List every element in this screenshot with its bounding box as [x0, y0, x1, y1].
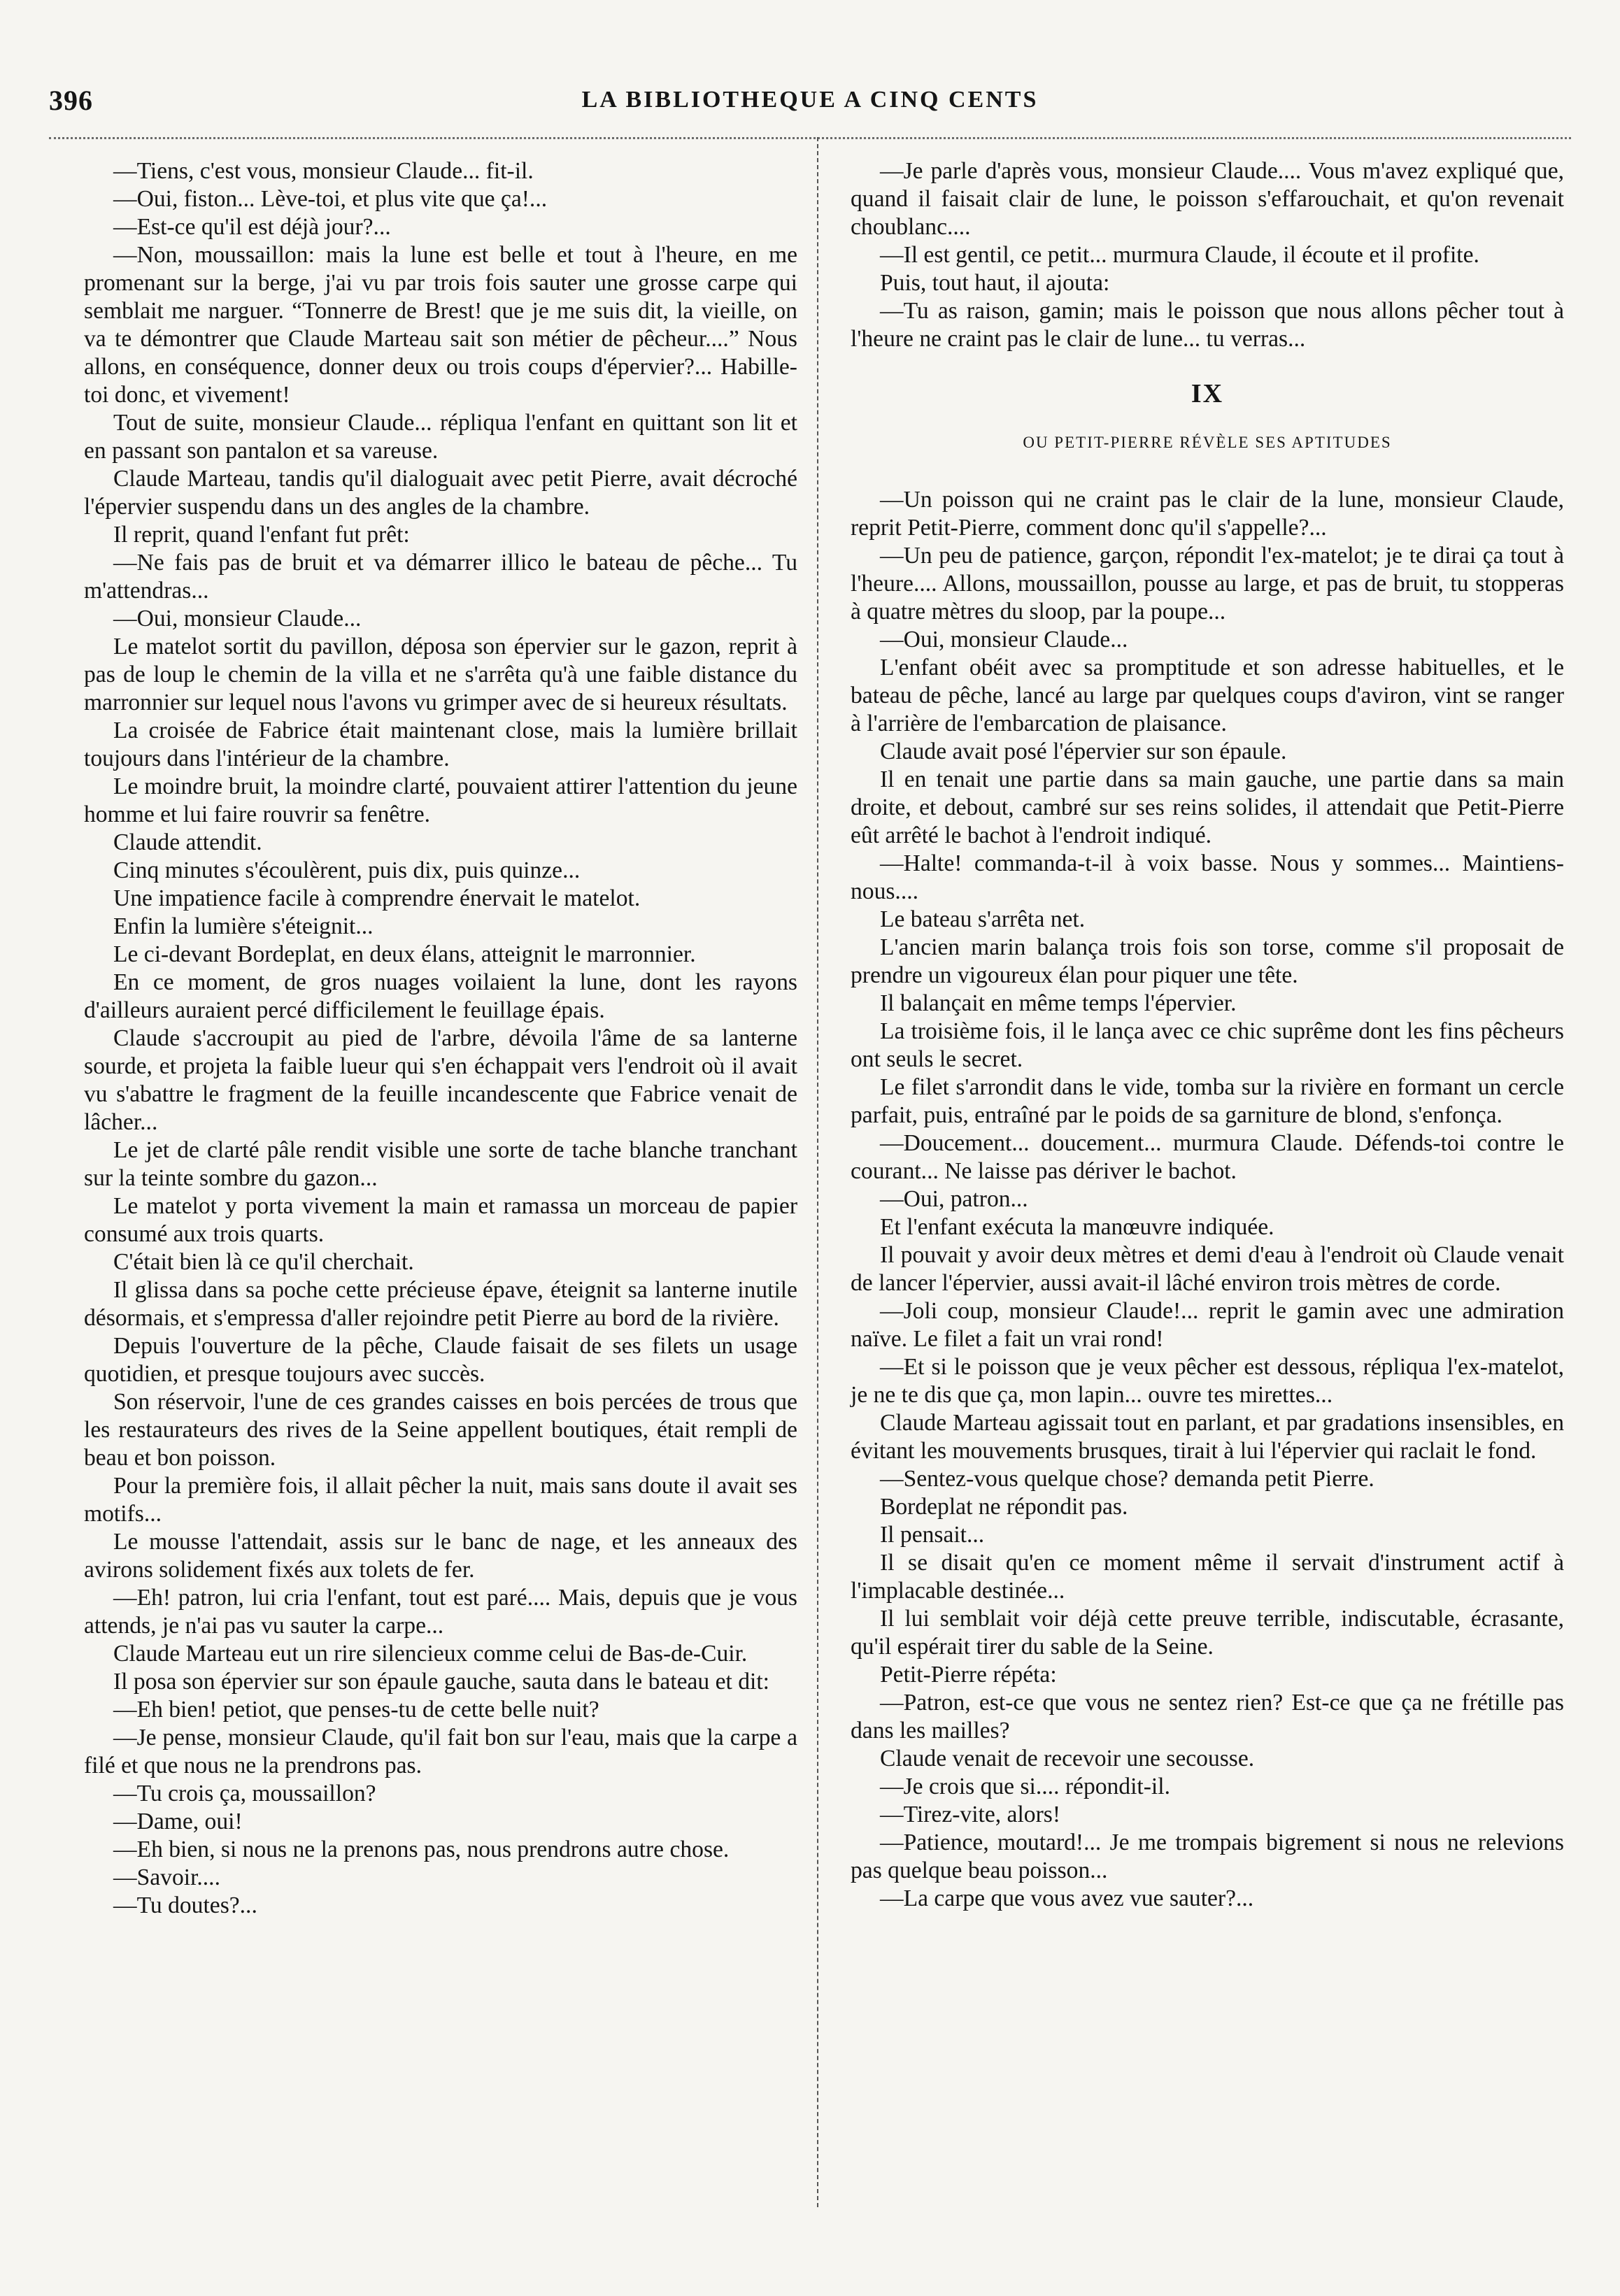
paragraph: —Non, moussaillon: mais la lune est belle et tout à l'heure, en me promenant sur la berge, j'ai vu par trois fois sauter une grosse carpe qui semblait me narguer. “Tonnerre de Brest! que je me suis dit, la vieille, on va te démontrer que Claude Marteau sait son métier de pêcheur....” Nous allons, en conséquence, donner deux ou trois coups d'épervier?... Habille-toi donc, et vivement! [84, 242, 797, 408]
paragraph: Petit-Pierre répéta: [880, 1662, 1057, 1688]
right-column-top-text [851, 157, 1564, 353]
paragraph: Claude avait posé l'épervier sur son épaule. [880, 739, 1287, 764]
paragraph: —Un poisson qui ne craint pas le clair de la lune, monsieur Claude, reprit Petit-Pierre, comment donc qu'il s'appelle?... [851, 487, 1564, 541]
paragraph: —Eh bien, si nous ne la prenons pas, nous prendrons autre chose. [113, 1837, 730, 1862]
paragraph: Il en tenait une partie dans sa main gauche, une partie dans sa main droite, et debout, cambré sur ses reins solides, il attendait que Petit-Pierre eût arrêté le bachot à l'endroit indiqué. [851, 766, 1564, 848]
page-header [49, 84, 1571, 133]
paragraph: Claude venait de recevoir une secousse. [880, 1746, 1255, 1771]
paragraph: L'ancien marin balança trois fois son torse, comme s'il proposait de prendre un vigoureux élan pour piquer une tête. [851, 934, 1564, 988]
paragraph: —Tirez-vite, alors! [880, 1802, 1061, 1827]
paragraph: Le matelot sortit du pavillon, déposa son épervier sur le gazon, reprit à pas de loup le chemin de la villa et ne s'arrêta qu'à une faible distance du marronnier sur lequel nous l'avons vu grimper avec de si heureux résultats. [84, 634, 797, 715]
paragraph: Et l'enfant exécuta la manœuvre indiquée. [880, 1214, 1274, 1240]
paragraph: Tout de suite, monsieur Claude... répliqua l'enfant en quittant son lit et en passant son pantalon et sa vareuse. [84, 410, 797, 464]
paragraph: Claude Marteau, tandis qu'il dialoguait avec petit Pierre, avait décroché l'épervier suspendu dans un des angles de la chambre. [84, 466, 797, 520]
paragraph: La croisée de Fabrice était maintenant close, mais la lumière brillait toujours dans l'intérieur de la chambre. [84, 718, 797, 771]
paragraph: —Oui, patron... [880, 1186, 1028, 1212]
paragraph: —Dame, oui! [113, 1809, 243, 1834]
paragraph: Il posa son épervier sur son épaule gauche, sauta dans le bateau et dit: [113, 1669, 769, 1695]
paragraph: —Ne fais pas de bruit et va démarrer illico le bateau de pêche... Tu m'attendras... [84, 550, 797, 604]
paragraph: —Tu as raison, gamin; mais le poisson que nous allons pêcher tout à l'heure ne craint pas le clair de lune... tu verras... [851, 298, 1564, 352]
paragraph: Le ci-devant Bordeplat, en deux élans, atteignit le marronnier. [113, 941, 696, 967]
paragraph: —Patron, est-ce que vous ne sentez rien? Est-ce que ça ne frétille pas dans les mailles? [851, 1690, 1564, 1744]
paragraph: Claude attendit. [113, 829, 262, 855]
chapter-number: IX [1191, 379, 1224, 408]
paragraph: Il glissa dans sa poche cette précieuse épave, éteignit sa lanterne inutile désormais, et s'empressa d'aller rejoindre petit Pierre au bord de la rivière. [84, 1277, 797, 1331]
paragraph: —Patience, moutard!... Je me trompais bigrement si nous ne relevions pas quelque beau poisson... [851, 1830, 1564, 1883]
paragraph: Depuis l'ouverture de la pêche, Claude faisait de ses filets un usage quotidien, et presque toujours avec succès. [84, 1333, 797, 1387]
paragraph: Puis, tout haut, il ajouta: [880, 270, 1110, 296]
paragraph: Le bateau s'arrêta net. [880, 906, 1086, 932]
paragraph: —Oui, fiston... Lève-toi, et plus vite que ça!... [113, 186, 548, 212]
paragraph: Bordeplat ne répondit pas. [880, 1494, 1128, 1520]
paragraph: Il reprit, quand l'enfant fut prêt: [113, 522, 410, 548]
page-number: 396 [49, 85, 93, 116]
paragraph: Il pensait... [880, 1522, 985, 1548]
paragraph: —Tiens, c'est vous, monsieur Claude... fit-il. [113, 158, 534, 184]
paragraph: —Oui, monsieur Claude... [113, 606, 362, 632]
paragraph: —Je parle d'après vous, monsieur Claude.... Vous m'avez expliqué que, quand il faisait clair de lune, le poisson s'effarouchait, et qu'on revenait choublanc.... [851, 158, 1564, 240]
paragraph: Une impatience facile à comprendre énervait le matelot. [113, 885, 641, 911]
paragraph: Le matelot y porta vivement la main et ramassa un morceau de papier consumé aux trois quarts. [84, 1193, 797, 1247]
paragraph: —Eh! patron, lui cria l'enfant, tout est paré.... Mais, depuis que je vous attends, je n'ai pas vu sauter la carpe... [84, 1585, 797, 1639]
right-column [851, 157, 1564, 1913]
paragraph: L'enfant obéit avec sa promptitude et son adresse habituelles, et le bateau de pêche, lancé au large par quelques coups d'aviron, vint se ranger à l'arrière de l'embarcation de plaisance. [851, 655, 1564, 736]
paragraph: Son réservoir, l'une de ces grandes caisses en bois percées de trous que les restaurateurs des rives de la Seine appellent boutiques, était rempli de beau et bon poisson. [84, 1389, 797, 1471]
paragraph: Claude s'accroupit au pied de l'arbre, dévoila l'âme de sa lanterne sourde, et projeta la faible lueur qui s'en échappait vers l'endroit où il avait vu s'abattre le fragment de la feuille incandescente que Fabrice venait de lâcher... [84, 1025, 797, 1135]
paragraph: Il se disait qu'en ce moment même il servait d'instrument actif à l'implacable destinée... [851, 1550, 1564, 1604]
header-rule [49, 137, 1571, 139]
paragraph: Il pouvait y avoir deux mètres et demi d'eau à l'endroit où Claude venait de lancer l'épervier, aussi avait-il lâché environ trois mètres de corde. [851, 1242, 1564, 1296]
paragraph: —Je pense, monsieur Claude, qu'il fait bon sur l'eau, mais que la carpe a filé et que nous ne la prendrons pas. [84, 1725, 797, 1778]
paragraph: Claude Marteau agissait tout en parlant, et par gradations insensibles, en évitant les mouvements brusques, tirait à lui l'épervier qui raclait le fond. [851, 1410, 1564, 1464]
paragraph: —Je crois que si.... répondit-il. [880, 1774, 1170, 1799]
paragraph: Il balançait en même temps l'épervier. [880, 990, 1237, 1016]
paragraph: Claude Marteau eut un rire silencieux comme celui de Bas-de-Cuir. [113, 1641, 748, 1667]
paragraph: —Eh bien! petiot, que penses-tu de cette belle nuit? [113, 1697, 599, 1723]
running-title: LA BIBLIOTHEQUE A CINQ CENTS [581, 87, 1039, 113]
paragraph: En ce moment, de gros nuages voilaient la lune, dont les rayons d'ailleurs auraient percé difficilement le feuillage épais. [84, 969, 797, 1023]
paragraph: —Tu crois ça, moussaillon? [113, 1781, 376, 1806]
paragraph: C'était bien là ce qu'il cherchait. [113, 1249, 414, 1275]
paragraph: La troisième fois, il le lança avec ce chic suprême dont les fins pêcheurs ont seuls le secret. [851, 1018, 1564, 1072]
paragraph: —Doucement... doucement... murmura Claude. Défends-toi contre le courant... Ne laisse pas dériver le bachot. [851, 1130, 1564, 1184]
paragraph: —Sentez-vous quelque chose? demanda petit Pierre. [880, 1466, 1374, 1492]
paragraph: Le moindre bruit, la moindre clarté, pouvaient attirer l'attention du jeune homme et lui faire rouvrir sa fenêtre. [84, 773, 797, 827]
paragraph: —Joli coup, monsieur Claude!... reprit le gamin avec une admiration naïve. Le filet a fait un vrai rond! [851, 1298, 1564, 1352]
paragraph: —Est-ce qu'il est déjà jour?... [113, 214, 391, 240]
paragraph: —Et si le poisson que je veux pêcher est dessous, répliqua l'ex-matelot, je ne te dis que ça, mon lapin... ouvre tes mirettes... [851, 1354, 1564, 1408]
paragraph: Le mousse l'attendait, assis sur le banc de nage, et les anneaux des avirons solidement fixés aux tolets de fer. [84, 1529, 797, 1583]
paragraph: Le jet de clarté pâle rendit visible une sorte de tache blanche tranchant sur la teinte sombre du gazon... [84, 1137, 797, 1191]
paragraph: —Halte! commanda-t-il à voix basse. Nous y sommes... Maintiens-nous.... [851, 850, 1564, 904]
paragraph: —Oui, monsieur Claude... [880, 627, 1128, 653]
paragraph: —Savoir.... [113, 1864, 220, 1890]
paragraph: —Un peu de patience, garçon, répondit l'ex-matelot; je te dirai ça tout à l'heure.... Allons, moussaillon, pousse au large, et pas de bruit, tu stopperas à quatre mètres du sloop, par la poupe... [851, 543, 1564, 625]
column-divider [817, 137, 818, 2207]
paragraph: Enfin la lumière s'éteignit... [113, 913, 374, 939]
paragraph: —La carpe que vous avez vue sauter?... [880, 1885, 1254, 1911]
left-column [84, 157, 797, 1920]
paragraph: —Tu doutes?... [113, 1892, 257, 1918]
paragraph: Il lui semblait voir déjà cette preuve terrible, indiscutable, écrasante, qu'il espérait tirer du sable de la Seine. [851, 1606, 1564, 1660]
right-column-bottom-text [851, 486, 1564, 1913]
paragraph: Le filet s'arrondit dans le vide, tomba sur la rivière en formant un cercle parfait, puis, entraîné par le poids de sa garniture de blond, s'enfonça. [851, 1074, 1564, 1128]
paragraph: Cinq minutes s'écoulèrent, puis dix, puis quinze... [113, 857, 581, 883]
paragraph: Pour la première fois, il allait pêcher la nuit, mais sans doute il avait ses motifs... [84, 1473, 797, 1527]
chapter-subtitle: OU PETIT-PIERRE RÉVÈLE SES APTITUDES [1023, 434, 1392, 451]
paragraph: —Il est gentil, ce petit... murmura Claude, il écoute et il profite. [880, 242, 1479, 268]
